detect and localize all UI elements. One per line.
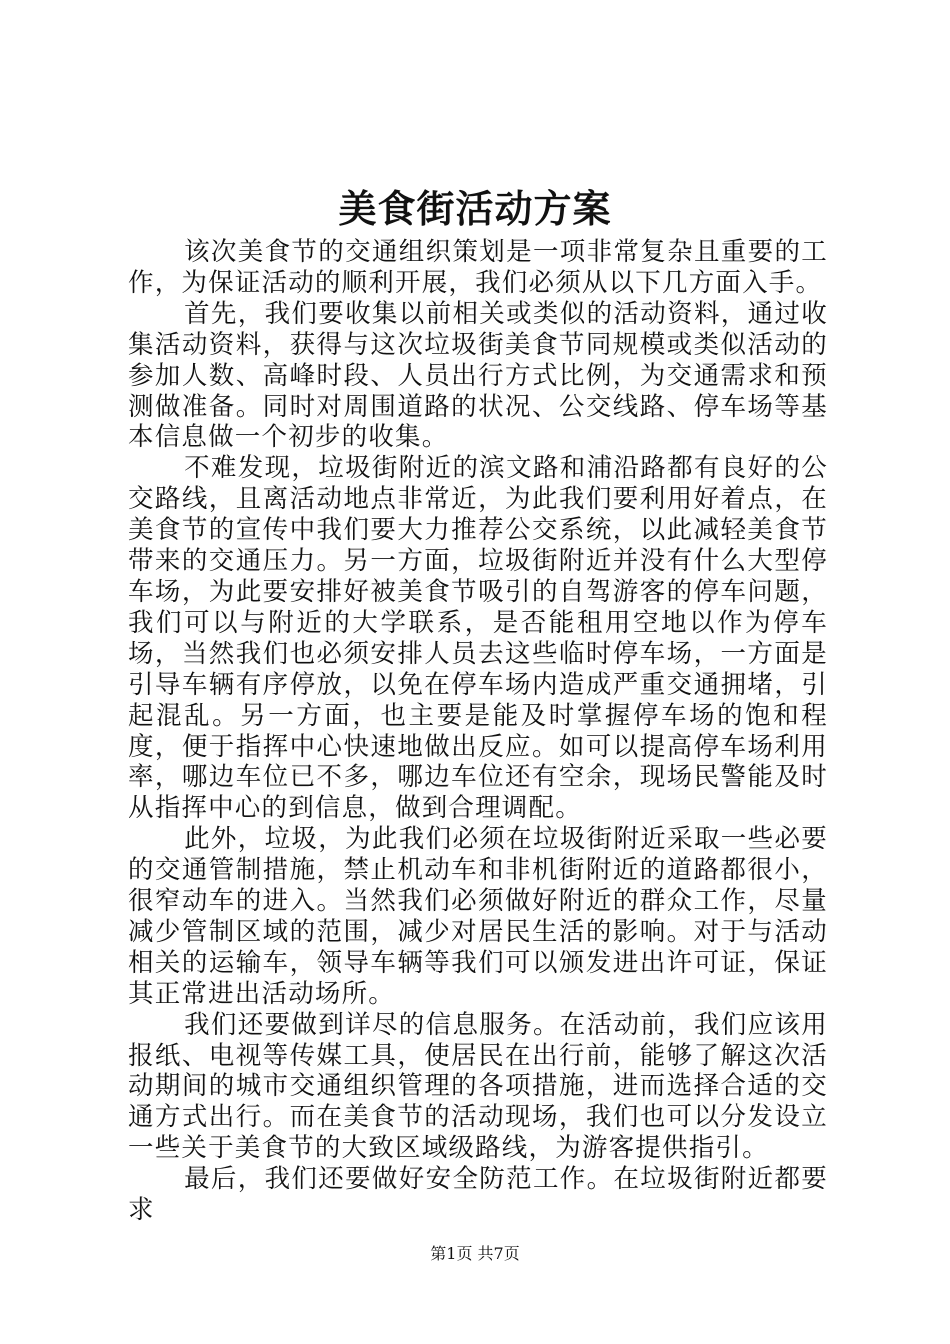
- paragraph-safety: 最后，我们还要做好安全防范工作。在垃圾街附近都要求: [128, 1164, 828, 1226]
- document-body: [128, 237, 828, 1226]
- document-title: 美食街活动方案: [338, 186, 612, 231]
- paragraph-data-collection: 首先，我们要收集以前相关或类似的活动资料，通过收集活动资料，获得与这次垃圾街美食节同规模或类似活动的参加人数、高峰时段、人员出行方式比例，为交通需求和预测做准备。同时对周围道路的状况、公交线路、停车场等基本信息做一个初步的收集。: [128, 298, 828, 453]
- paragraph-traffic-control: 此外，垃圾，为此我们必须在垃圾街附近采取一些必要的交通管制措施，禁止机动车和非机街附近的道路都很小，很窄动车的进入。当然我们必须做好附近的群众工作，尽量减少管制区域的范围，减少对居民生活的影响。对于与活动相关的运输车，领导车辆等我们可以颁发进出许可证，保证其正常进出活动场所。: [128, 824, 828, 1009]
- paragraph-transit-parking: 不难发现，垃圾街附近的滨文路和浦沿路都有良好的公交路线，且离活动地点非常近，为此我们要利用好着点，在美食节的宣传中我们要大力推荐公交系统，以此减轻美食节带来的交通压力。另一方面，垃圾街附近并没有什么大型停车场，为此要安排好被美食节吸引的自驾游客的停车问题，我们可以与附近的大学联系，是否能租用空地以作为停车场，当然我们也必须安排人员去这些临时停车场，一方面是引导车辆有序停放，以免在停车场内造成严重交通拥堵，引起混乱。另一方面，也主要是能及时掌握停车场的饱和程度，便于指挥中心快速地做出反应。如可以提高停车场利用率，哪边车位已不多，哪边车位还有空余，现场民警能及时从指挥中心的到信息，做到合理调配。: [128, 453, 828, 824]
- paragraph-intro: 该次美食节的交通组织策划是一项非常复杂且重要的工作，为保证活动的顺利开展，我们必须从以下几方面入手。: [128, 237, 828, 298]
- page-footer: 第1页 共7页: [430, 1244, 520, 1263]
- paragraph-information-service: 我们还要做到详尽的信息服务。在活动前，我们应该用报纸、电视等传媒工具，使居民在出行前，能够了解这次活动期间的城市交通组织管理的各项措施，进而选择合适的交通方式出行。而在美食节的活动现场，我们也可以分发设立一些关于美食节的大致区域级路线，为游客提供指引。: [128, 1009, 828, 1164]
